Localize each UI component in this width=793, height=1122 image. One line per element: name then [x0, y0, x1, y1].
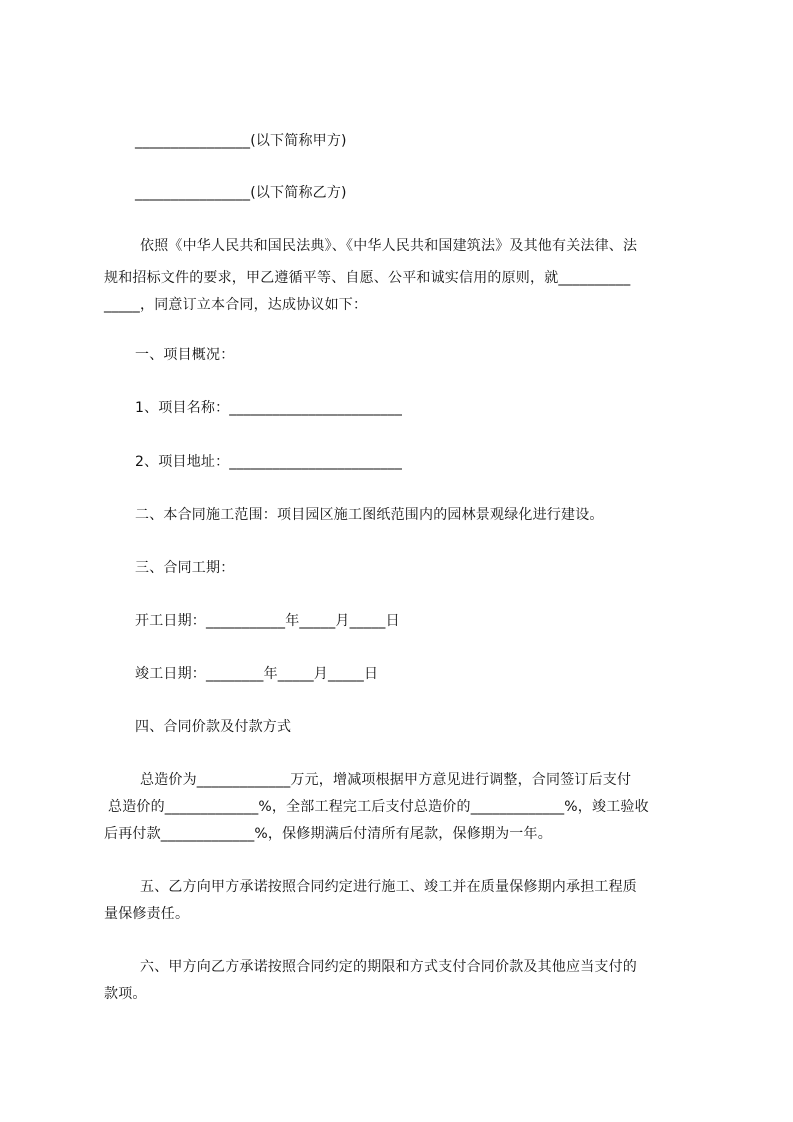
party-b-line: ________________(以下简称乙方) [135, 185, 347, 201]
payment-line-1: 总造价为_____________万元，增减项根据甲方意见进行调整，合同签订后支付 [140, 772, 632, 788]
section-6-line-2: 款项。 [104, 986, 147, 1002]
section-4-heading: 四、合同价款及付款方式 [135, 719, 292, 735]
section-2-line: 二、本合同施工范围：项目园区施工图纸范围内的园林景观绿化进行建设。 [135, 507, 604, 523]
party-a-line: ________________(以下简称甲方) [135, 133, 347, 149]
section-6-line-1: 六、甲方向乙方承诺按照合同约定的期限和方式支付合同价款及其他应当支付的 [140, 959, 637, 975]
start-date-line: 开工日期：___________年_____月_____日 [135, 613, 400, 629]
section-3-heading: 三、合同工期： [135, 560, 235, 576]
section-5-line-2: 量保修责任。 [104, 906, 190, 922]
end-date-line: 竣工日期：________年_____月_____日 [135, 666, 379, 682]
section-5-line-1: 五、乙方向甲方承诺按照合同约定进行施工、竣工并在质量保修期内承担工程质 [140, 879, 637, 895]
preamble-line-1: 依照《中华人民共和国民法典》、《中华人民共和国建筑法》及其他有关法律、法 [140, 238, 638, 254]
section-1-heading: 一、项目概况： [135, 347, 235, 363]
payment-line-3: 后再付款_____________%，保修期满后付清所有尾款，保修期为一年。 [104, 826, 552, 842]
project-address-line: 2、项目地址：________________________ [135, 454, 403, 470]
preamble-line-3: _____，同意订立本合同，达成协议如下： [104, 297, 368, 313]
payment-line-2: 总造价的_____________%，全部工程完工后支付总造价的_____________%，竣工验收 [108, 799, 649, 815]
project-name-line: 1、项目名称：________________________ [135, 400, 403, 416]
preamble-line-2: 规和招标文件的要求，甲乙遵循平等、自愿、公平和诚实信用的原则，就__________ [104, 270, 631, 286]
